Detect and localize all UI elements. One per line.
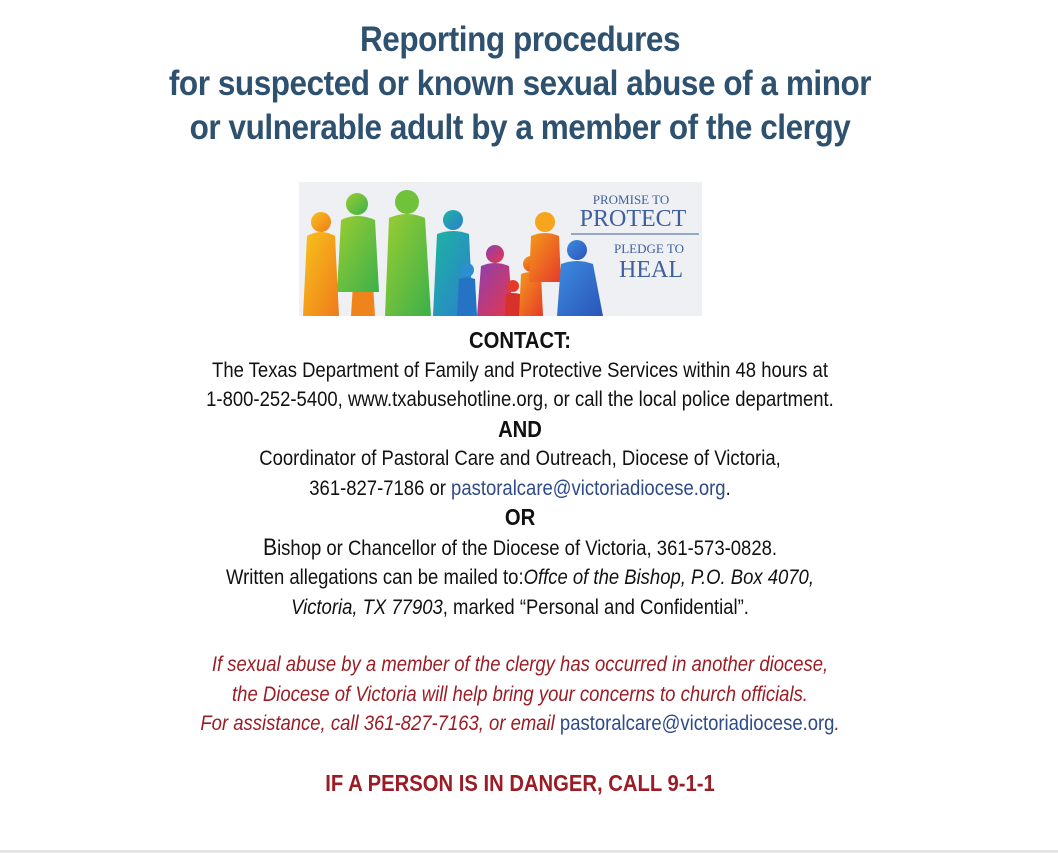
bishop-initial: B [262, 533, 278, 561]
or-separator: OR [504, 504, 536, 530]
logo-protect: PROTECT [579, 206, 687, 232]
spacer [62, 622, 977, 650]
written-allegations-line-1 [62, 563, 977, 593]
written-allegations-line-2 [62, 593, 977, 623]
and-separator: AND [498, 415, 542, 442]
other-diocese-line-2: the Diocese of Victoria will help bring your concerns to church officials. [232, 682, 808, 706]
title-line-1: Reporting procedures [359, 20, 681, 59]
coordinator-period: . [725, 476, 731, 500]
coordinator-line-2 [62, 474, 977, 504]
written-address-1: Offce of the Bishop, P.O. Box 4070, [523, 566, 814, 589]
written-suffix: , marked “Personal and Confidential”. [442, 595, 749, 619]
logo-pledge-to: PLEDGE TO [614, 241, 684, 256]
coordinator-phone: 361-827-7186 or [309, 476, 452, 500]
logo-heal: HEAL [619, 257, 683, 283]
page-title [52, 18, 988, 150]
bishop-line [62, 533, 977, 564]
other-diocese-line-3 [62, 709, 977, 739]
dfps-line-1: The Texas Department of Family and Protective Services within 48 hours at [212, 358, 828, 382]
logo-promise-to: PROMISE TO [592, 192, 670, 207]
assistance-period: . [834, 712, 840, 735]
written-prefix: Written allegations can be mailed to: [226, 566, 524, 589]
danger-notice: IF A PERSON IS IN DANGER, CALL 9-1-1 [325, 769, 715, 796]
contact-heading: CONTACT: [469, 327, 571, 353]
assistance-text: For assistance, call 361-827-7163, or email [200, 712, 560, 735]
written-address-2: Victoria, TX 77903 [291, 595, 443, 619]
bishop-text: ishop or Chancellor of the Diocese of Victoria, 361-573-0828. [277, 536, 778, 560]
title-line-2: for suspected or known sexual abuse of a minor [168, 64, 872, 103]
contact-section [62, 326, 977, 798]
assistance-email-link[interactable]: pastoralcare@victoriadiocese.org [559, 712, 835, 735]
dfps-line-2: 1-800-252-5400, www.txabusehotline.org, or call the local police department. [206, 388, 834, 411]
promise-to-protect-logo [299, 182, 702, 316]
title-line-3: or vulnerable adult by a member of the clergy [189, 108, 851, 147]
other-diocese-line-1: If sexual abuse by a member of the clergy has occurred in another diocese, [211, 653, 829, 676]
coordinator-line-1: Coordinator of Pastoral Care and Outreach, Diocese of Victoria, [259, 447, 781, 470]
coordinator-email-link[interactable]: pastoralcare@victoriadiocese.org [451, 476, 726, 500]
family-silhouettes-icon [299, 182, 702, 316]
